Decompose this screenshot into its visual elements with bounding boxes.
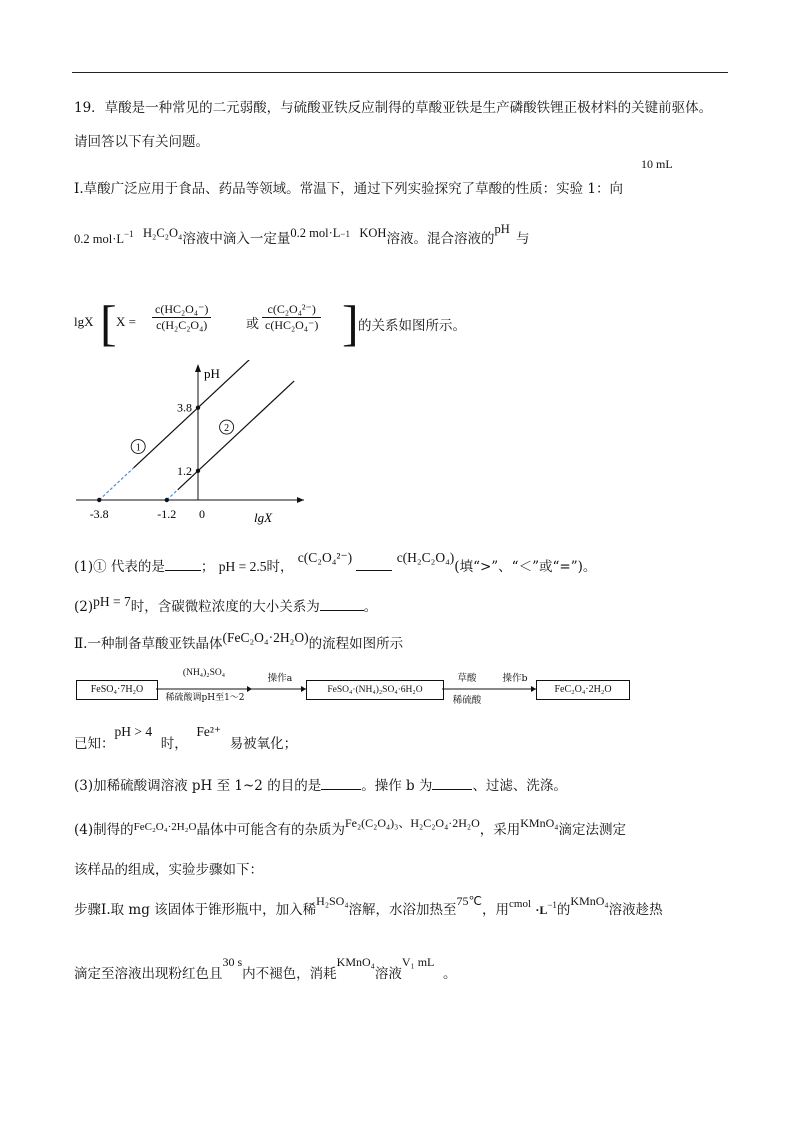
y-tick-label: 3.8 <box>177 400 192 415</box>
flow-step2-top: 操作a <box>267 673 293 684</box>
x-intercept-point <box>97 498 101 502</box>
x-tick-label: -3.8 <box>89 507 109 521</box>
x-tick-label: 0 <box>199 507 205 521</box>
step1-line-2: 滴定至溶液出现粉红色且30 s内不褪色，消耗KMnO₄溶液V₁ mL 。 <box>74 955 457 982</box>
x-intercept-point <box>165 498 169 502</box>
ph-lgx-chart <box>70 360 310 535</box>
q1-line: (1)① 代表的是 ； pH = 2.5时， c(C₂O₄²⁻) c(H₂C₂O₄)(填“>”、“＜”或“=”)。 <box>74 550 597 575</box>
series-line <box>178 381 294 490</box>
q4-line-1: (4)制得的$^{FeC_2O_4\cdot 2H_2O}$晶体中可能含有的杂质为Fe₂(C₂O₄)₃、H₂C₂O₄·2H₂O，采用KMnO₄滴定法测定 <box>74 816 626 838</box>
flow-arrows-1 <box>156 683 316 695</box>
series-label: 2 <box>224 423 230 435</box>
flow-box-feso4: FeSO₄·7H₂O <box>76 680 158 700</box>
q3-line: (3)加稀硫酸调溶液 pH 至 1~2 的目的是 。操作 b 为 、过滤、洗涤。 <box>74 778 567 794</box>
flow-step3-top: 草酸 <box>457 673 477 684</box>
flow-step1-top: (NH₄)₂SO₄ <box>182 668 226 678</box>
y-axis-label: pH <box>204 366 220 381</box>
header-rule <box>72 72 728 73</box>
x-axis-arrow <box>297 497 304 503</box>
intro-line-1: 19．草酸是一种常见的二元弱酸，与硫酸亚铁反应制得的草酸亚铁是生产磷酸铁锂正极材料的关键前驱体。 <box>74 100 713 116</box>
y-axis-arrow <box>195 364 201 372</box>
flow-step3-bottom: 稀硫酸 <box>452 695 482 706</box>
q4-line-2: 该样品的组成，实验步骤如下： <box>74 862 263 878</box>
known-line: 已知：pH > 4 时， Fe²⁺ 易被氧化； <box>74 724 298 752</box>
step1-line-1: 步骤Ⅰ.取 mg 该固体于锥形瓶中，加入稀H₂SO₄溶解，水浴加热至75℃，用$^{cmol} \cdot L^{-1}$的KMnO₄溶液趁热 <box>74 894 663 918</box>
flow-box-double-salt: FeSO₄·(NH₄)₂SO₄·6H₂O <box>306 680 444 700</box>
part1-line-2: 0.2 $mol\cdot L^{-1}$ H₂C₂O₄溶液中滴入一定量0.2 $mol\cdot L^{-1}$ KOH溶液。混合溶液的pH 与 <box>74 222 530 247</box>
series-label: 1 <box>135 442 141 454</box>
part2-line: Ⅱ.一种制备草酸亚铁晶体(FeC₂O₄·2H₂O)的流程如图所示 <box>74 630 404 652</box>
series-dashed-segment <box>167 490 178 500</box>
y-tick-label: 1.2 <box>177 463 192 478</box>
flow-step4-top: 操作b <box>502 673 528 684</box>
part1-line: Ⅰ.草酸广泛应用于食品、药品等领域。常温下，通过下列实验探究了草酸的性质：实验 1：向 <box>74 181 624 197</box>
intro-line-2: 请回答以下有关问题。 <box>74 134 209 150</box>
series-dashed-segment <box>99 468 134 500</box>
x-tick-label: -1.2 <box>157 507 177 521</box>
x-axis-label: lgX <box>254 510 273 525</box>
flow-box-product: FeC₂O₄·2H₂O <box>536 680 630 700</box>
flow-step1-bottom: 稀硫酸调pH至1～2 <box>165 693 245 703</box>
volume-10ml: 10 mL <box>641 157 673 171</box>
q2-line: (2)pH = 7时，含碳微粒浓度的大小关系为 。 <box>74 594 378 615</box>
